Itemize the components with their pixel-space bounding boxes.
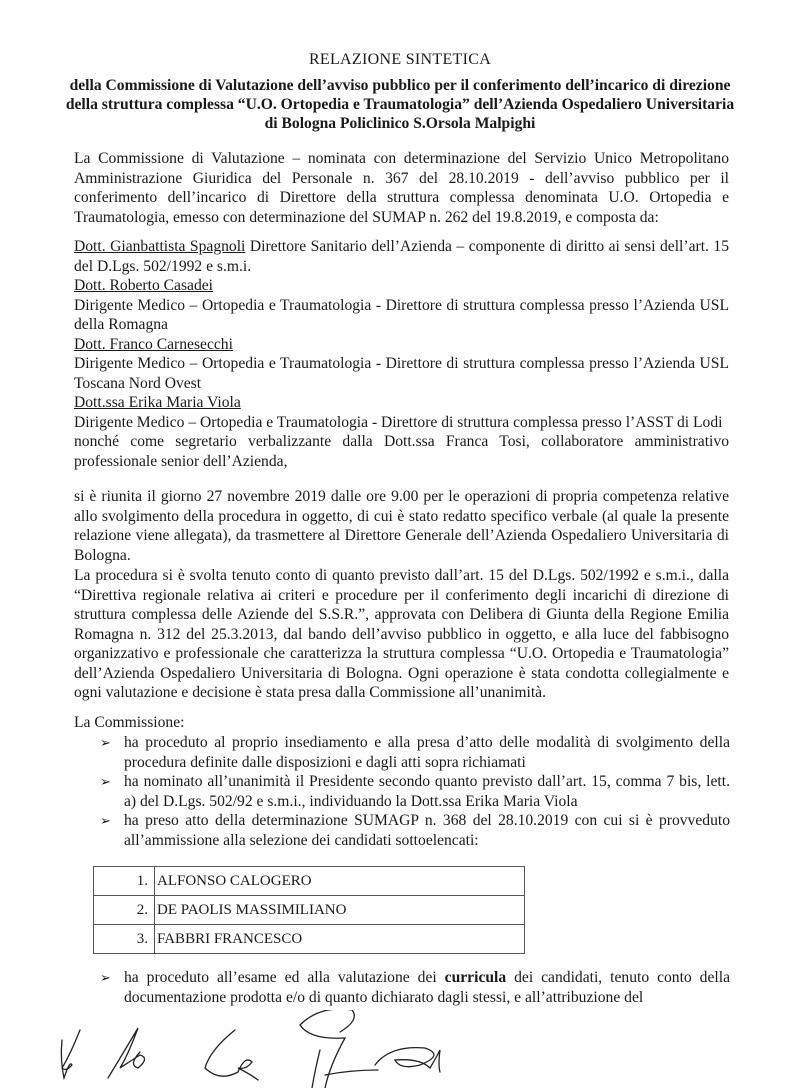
candidate-number: 3. [94,925,155,954]
list-item-text: ha nominato all’unanimità il Presidente secondo quanto previsto dall’art. 15, comma 7 bis, lett. a) del D.Lgs. 502/92 e s.m.i., individuando la Dott.ssa Erika Maria Viola [124,773,730,810]
list-item [100,772,730,811]
commission-actions-list-continued [100,968,730,1007]
candidate-number: 1. [94,867,155,896]
arrow-bullet-icon: ➢ [100,813,111,828]
member-name: Dott. Gianbattista Spagnoli [74,238,246,255]
commission-label: La Commissione: [74,714,185,731]
member-role: Dirigente Medico – Ortopedia e Traumatologia - Direttore di struttura complessa presso l’ASST di Lodi [74,413,723,431]
signature-4 [300,1010,378,1088]
intro-paragraph [74,149,729,227]
intro-text: La Commissione di Valutazione – nominata con determinazione del Servizio Unico Metropolitano Amministrazione Giuridica del Personale n. 367 del 28.10.2019 - dell’avviso pubblico per il conferimento dell’incarico di Direttore della struttura complessa denominata U.O. Ortopedia e Traumatologia, emesso con determinazione del SUMAP n. 262 del 19.8.2019, e composta da: [74,150,729,226]
member-name: Dott. Franco Carnesecchi [74,335,233,353]
list-item-text: ha preso atto della determinazione SUMAGP n. 368 del 28.10.2019 con cui si è provveduto all’ammissione alla selezione dei candidati sottoelencati: [124,812,730,849]
meeting-text: si è riunita il giorno 27 novembre 2019 dalle ore 9.00 per le operazioni di propria competenza relative allo svolgimento della procedura in oggetto, di cui è stato redatto specifico verbale (al quale la presente relazione viene allegata), da trasmettere al Direttore Generale dell’Azienda Ospedaliero Universitaria di Bologna. [74,488,729,564]
member-role: Dirigente Medico – Ortopedia e Traumatologia - Direttore di struttura complessa presso l’Azienda USL Toscana Nord Ovest [74,355,729,392]
member-1 [74,237,729,276]
commission-actions-list [100,733,730,850]
member-name: Dott. Roberto Casadei [74,277,214,294]
secretary-text: nonché come segretario verbalizzante dalla Dott.ssa Franca Tosi, collaboratore amministrativo professionale senior dell’Azienda, [74,433,729,470]
procedure-paragraph [74,566,729,703]
list-item-text: ha proceduto al proprio insediamento e alla presa d’atto delle modalità di svolgimento della procedura definite dalle disposizioni e dagli atti sopra richiamati [124,734,730,771]
list-item-bold: curricula [444,969,507,986]
list-item [100,811,730,850]
list-item-text-after: dei candidati, tenuto conto della documentazione prodotta e/o di quanto dichiarato dagli stessi, e all’attribuzione del [124,969,730,1006]
candidate-name: ALFONSO CALOGERO [155,867,525,896]
list-item [100,968,730,1007]
member-3 [74,335,729,394]
list-item [100,733,730,772]
signature-3 [205,1030,258,1080]
arrow-bullet-icon: ➢ [100,735,111,750]
member-2 [74,276,729,335]
table-row [94,925,525,954]
table-row [94,896,525,925]
document-subtitle: della Commissione di Valutazione dell’avviso pubblico per il conferimento dell’incarico di direzione della struttura complessa “U.O. Ortopedia e Traumatologia” dell’Azienda Ospedaliero Universitaria di Bologna Policlinico S.Orsola Malpighi [65,77,735,132]
member-role: Dirigente Medico – Ortopedia e Traumatologia - Direttore di struttura complessa presso l’Azienda USL della Romagna [74,296,729,333]
signatures-area [0,1010,800,1088]
member-role: Direttore Sanitario dell’Azienda – componente di diritto ai sensi dell’art. 15 del D.Lgs. 502/1992 e s.m.i. [74,238,730,275]
candidate-number: 2. [94,896,155,925]
list-item-text-before: ha proceduto all’esame ed alla valutazione dei [124,969,445,986]
candidate-name: DE PAOLIS MASSIMILIANO [155,896,525,925]
signature-5 [375,1048,440,1072]
signature-2 [108,1028,145,1078]
candidates-table [93,866,525,954]
commission-members [74,237,729,471]
signature-1 [61,1030,80,1078]
signatures-svg [0,1010,800,1088]
member-name: Dott.ssa Erika Maria Viola [74,394,241,411]
procedure-text: La procedura si è svolta tenuto conto di quanto previsto dall’art. 15 del D.Lgs. 502/1992 e s.m.i., dalla “Direttiva regionale relativa ai criteri e procedure per il conferimento degli incarichi di direzione di struttura complessa delle Aziende del S.S.R.”, approvata con Delibera di Giunta della Regione Emilia Romagna n. 312 del 25.3.2013, dal bando dell’avviso pubblico in oggetto, e alla luce del fabbisogno organizzativo e professionale che caratterizza la struttura complessa “U.O. Ortopedia e Traumatologia” dell’Azienda Ospedaliero Universitaria di Bologna. Ogni operazione è stata condotta collegialmente e ogni valutazione e decisione è stata presa dalla Commissione all’unanimità. [74,567,729,701]
candidate-name: FABBRI FRANCESCO [155,925,525,954]
meeting-paragraph [74,487,729,565]
arrow-bullet-icon: ➢ [100,970,111,985]
table-row [94,867,525,896]
arrow-bullet-icon: ➢ [100,774,111,789]
document-title: RELAZIONE SINTETICA [308,51,492,68]
member-4 [74,393,729,432]
